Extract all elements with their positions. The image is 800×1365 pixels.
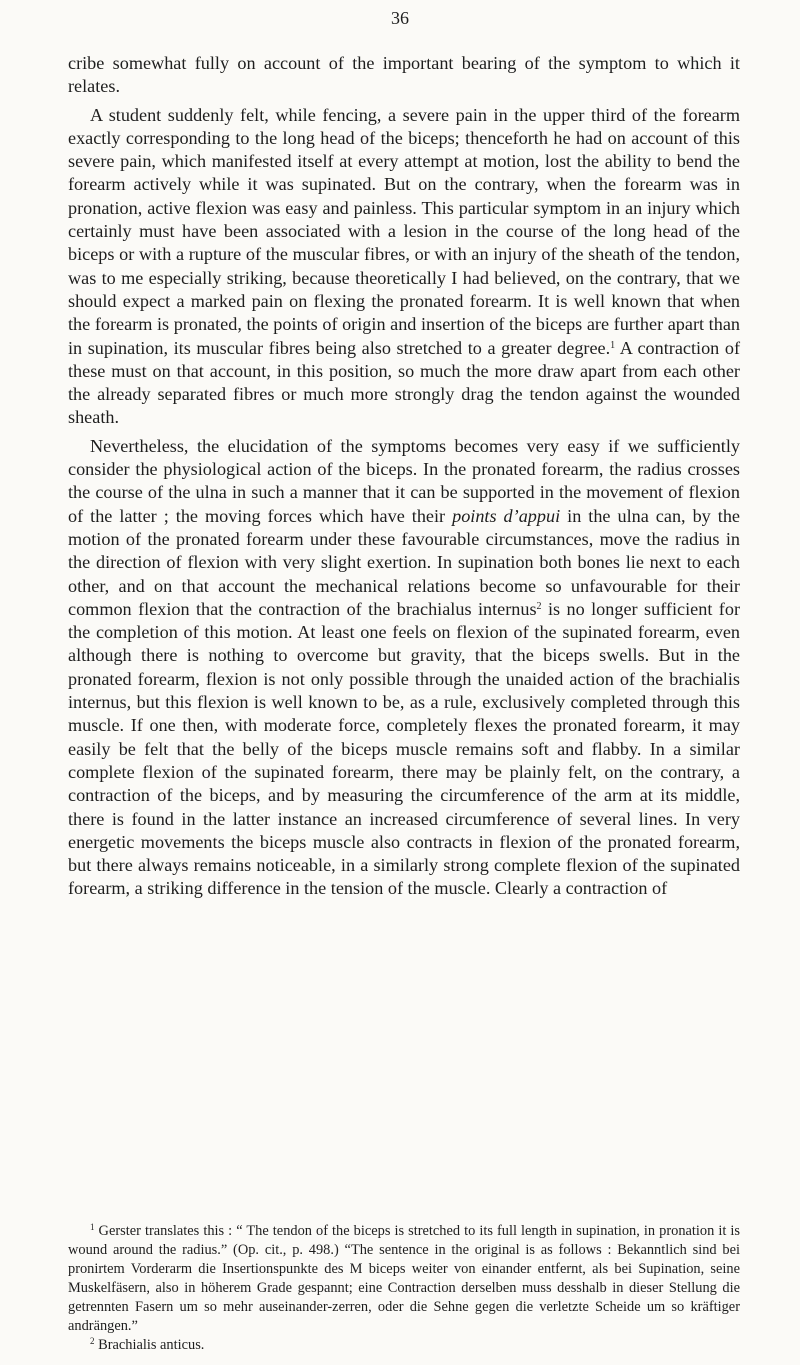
elucidation-text-end: is no longer sufficient for the completion of this motion. At least one feels on flexion of the supinated forearm, even although there is nothing to overcome but gravity, that the biceps swells. But in the pronated forearm, flexion is not only possible through the unaided action of the brachialis internus, but this flexion is well known to be, as a rule, exclusively completed through this muscle. If one then, with moderate force, completely flexes the pronated forearm, it may easily be felt that the belly of the biceps muscle remains soft and flabby. In a similar complete flexion of the supinated forearm, there may be plainly felt, on the contrary, a contraction of the biceps, and by measuring the circumference of the arm at its middle, there is found in the latter instance an increased circumference of several lines. In very energetic movements the biceps muscle also contracts in flexion of the pronated forearm, but there always remains noticeable, in a similarly strong complete flexion of the supinated forearm, a striking difference in the tension of the muscle. Clearly a contraction of bbox=[68, 598, 740, 899]
footnote-mark-1: 1 bbox=[90, 1222, 95, 1232]
footnote-1 bbox=[68, 1222, 740, 1336]
footnote-ref-2: 2 bbox=[536, 600, 542, 612]
page-number: 36 bbox=[391, 8, 409, 28]
paragraph-case-report bbox=[68, 104, 740, 430]
italic-phrase: points d’appui bbox=[452, 505, 561, 526]
paragraph-elucidation bbox=[68, 435, 740, 901]
main-text bbox=[68, 52, 740, 906]
footnote-mark-2: 2 bbox=[90, 1336, 95, 1346]
paragraph-continued: cribe somewhat fully on account of the important bearing of the symptom to which it relates. bbox=[68, 53, 740, 97]
elucidation-text-start: Nevertheless, the elucidation of the symptoms becomes very easy if we sufficiently consider the physiological action of the biceps. In the pronated forearm, the radius crosses the course of the ulna in such a manner that it can be supported in the movement of flexion of the latter ; the moving forces which have their bbox=[68, 435, 740, 526]
footnotes bbox=[68, 1222, 740, 1355]
footnote-1-text: Gerster translates this : “ The tendon of the biceps is stretched to its full length in supination, in pronation it is wound around the radius.” (Op. cit., p. 498.) “The sentence in the original is as follows : Bekanntlich sind bei pronirtem Vorderarm die Insertionspunkte des M biceps weiter von einander entfernt, als bei Supination, seine Muskelfäsern, also in höherem Grade gespannt; eine Contraction derselben muss desshalb in dieser Stellung die getrennten Fasern um so mehr auseinander-zerren, oder die Sehne gegen die verletzte Scheide um so kräftiger andrängen.” bbox=[68, 1223, 740, 1334]
case-report-text: A student suddenly felt, while fencing, a severe pain in the upper third of the forearm exactly corresponding to the long head of the biceps; thenceforth he had on account of this severe pain, which manifested itself at every attempt at motion, lost the ability to bend the forearm actively while it was supinated. But on the contrary, when the forearm was in pronation, active flexion was easy and painless. This particular symptom in an injury which certainly must have been associated with a lesion in the course of the long head of the biceps or with a rupture of the muscular fibres, or with an injury of the sheath of the tendon, was to me especially striking, because theoretically I had believed, on the contrary, that we should expect a marked pain on flexing the pronated forearm. It is well known that when the forearm is pronated, the points of origin and insertion of the biceps are further apart than in supination, its muscular fibres being also stretched to a greater degree. bbox=[68, 104, 740, 358]
case-report-text-end: A contraction of these must on that account, in this position, so much the more draw apart from each other the already separated fibres or much more strongly drag the tendon against the wounded sheath. bbox=[68, 337, 740, 428]
elucidation-text-mid: in the ulna can, by the motion of the pronated forearm under these favourable circumstances, move the radius in the direction of flexion with very slight exertion. In supination both bones lie next to each other, and on that account the mechanical relations become so unfavourable for their common flexion that the contraction of the brachialus internus bbox=[68, 505, 740, 619]
footnote-2 bbox=[68, 1336, 740, 1355]
footnote-2-text: Brachialis anticus. bbox=[98, 1337, 205, 1353]
footnote-ref-1: 1 bbox=[610, 339, 616, 351]
